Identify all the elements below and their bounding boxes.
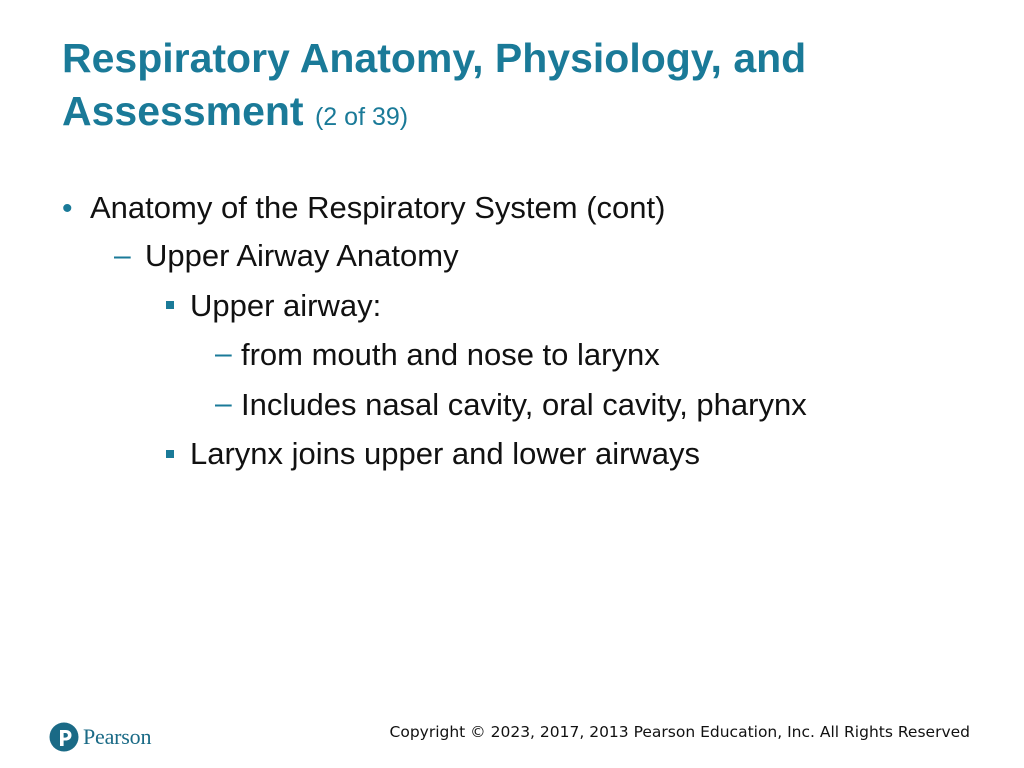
copyright-text: Copyright © 2023, 2017, 2013 Pearson Education, Inc. All Rights Reserved [389, 723, 970, 741]
pearson-logo [49, 720, 151, 754]
dash-bullet-icon: – [114, 239, 131, 272]
square-bullet-icon [166, 301, 174, 309]
bullet-level2: Upper Airway Anatomy [145, 238, 459, 273]
bullet-level4: Includes nasal cavity, oral cavity, pharynx [241, 387, 807, 422]
dash-bullet-icon: – [215, 337, 232, 370]
pearson-logo-text: Pearson [83, 724, 152, 749]
slide-title-text: Respiratory Anatomy, Physiology, and Assessment [62, 35, 807, 134]
square-bullet-icon [166, 450, 174, 458]
dash-bullet-icon: – [215, 387, 232, 420]
slide-counter: (2 of 39) [314, 103, 409, 131]
pearson-logo-icon [49, 722, 79, 752]
bullet-dot-icon: • [62, 192, 73, 225]
bullet-level3: Upper airway: [190, 288, 382, 323]
bullet-level4: from mouth and nose to larynx [241, 337, 660, 372]
bullet-level3: Larynx joins upper and lower airways [190, 436, 701, 471]
bullet-level1: Anatomy of the Respiratory System (cont) [90, 190, 666, 225]
